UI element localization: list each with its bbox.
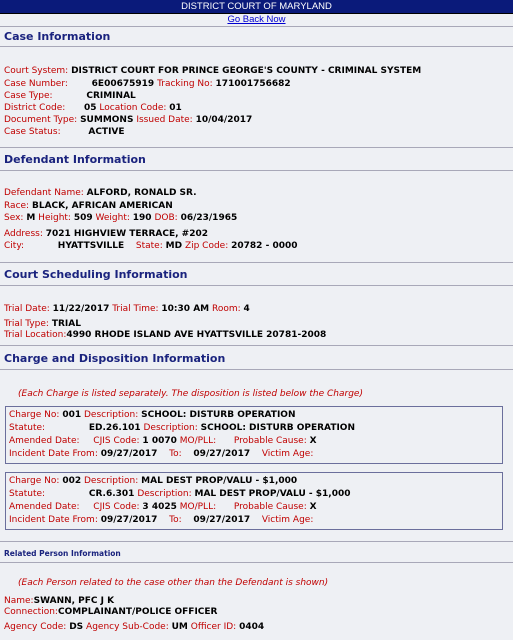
- cjis-value: 3 4025: [142, 502, 177, 512]
- trial-location-label: Trial Location:: [4, 330, 67, 340]
- defendant-name-row: [4, 187, 197, 199]
- trial-date-value: 11/22/2017: [52, 304, 110, 314]
- agency-code-value: DS: [69, 622, 84, 632]
- statute-description-value: SCHOOL: DISTURB OPERATION: [200, 423, 355, 433]
- statute-label: Statute:: [9, 423, 46, 433]
- case-number-value: 6E00675919: [91, 79, 155, 89]
- physical-row: [4, 212, 237, 224]
- tracking-label: Tracking No:: [157, 79, 213, 89]
- charge-line: [9, 409, 295, 421]
- charge-no-label: Charge No:: [9, 410, 60, 420]
- related-name-label: Name:: [4, 596, 34, 606]
- description-label: Description:: [83, 476, 139, 486]
- case-status-row: [4, 126, 125, 138]
- room-label: Room:: [211, 304, 241, 314]
- mo-pll-label: MO/PLL:: [179, 436, 217, 446]
- document-type-value: SUMMONS: [80, 115, 134, 125]
- trial-type-value: TRIAL: [51, 319, 81, 329]
- divider: [0, 541, 513, 542]
- dob-label: DOB:: [154, 213, 178, 223]
- statute-label: Statute:: [9, 489, 46, 499]
- case-type-value: CRIMINAL: [86, 91, 136, 101]
- cjis-label: CJIS Code:: [93, 502, 140, 512]
- cjis-value: 1 0070: [142, 436, 177, 446]
- zip-value: 20782 - 0000: [231, 241, 298, 251]
- court-system-value: DISTRICT COURT FOR PRINCE GEORGE'S COUNTY - CRIMINAL SYSTEM: [71, 66, 422, 76]
- agency-sub-code-value: UM: [171, 622, 188, 632]
- height-value: 509: [73, 213, 93, 223]
- state-label: State:: [135, 241, 163, 251]
- height-label: Height:: [38, 213, 71, 223]
- trial-time-value: 10:30 AM: [161, 304, 210, 314]
- probable-cause-label: Probable Cause:: [233, 502, 307, 512]
- incident-line: [9, 514, 313, 526]
- trial-type-label: Trial Type:: [4, 319, 49, 329]
- trial-time-label: Trial Time:: [112, 304, 159, 314]
- connection-row: [4, 606, 217, 618]
- charge-line: [9, 475, 297, 487]
- document-type-label: Document Type:: [4, 115, 78, 125]
- amended-line: [9, 435, 317, 447]
- trial-date-label: Trial Date:: [4, 304, 50, 314]
- mo-pll-label: MO/PLL:: [179, 502, 217, 512]
- district-code-value: 05: [84, 103, 97, 113]
- room-value: 4: [243, 304, 250, 314]
- divider: [0, 345, 513, 346]
- victim-age-label: Victim Age:: [261, 449, 314, 459]
- incident-to-value: 09/27/2017: [193, 449, 251, 459]
- amended-date-label: Amended Date:: [9, 502, 80, 512]
- court-system-label: Court System:: [4, 66, 69, 76]
- defendant-name-label: Defendant Name:: [4, 188, 84, 198]
- case-number-row: [4, 78, 291, 90]
- case-type-label: Case Type:: [4, 91, 53, 101]
- amended-line: [9, 501, 317, 513]
- related-person-heading: Related Person Information: [4, 549, 121, 558]
- divider: [0, 170, 513, 171]
- location-code-value: 01: [169, 103, 182, 113]
- court-system-row: [4, 65, 421, 77]
- statute-value: ED.26.101: [88, 423, 141, 433]
- agency-sub-code-label: Agency Sub-Code:: [86, 622, 169, 632]
- divider: [0, 262, 513, 263]
- description-value: MAL DEST PROP/VALU - $1,000: [141, 476, 298, 486]
- dob-value: 06/23/1965: [180, 213, 238, 223]
- incident-to-label: To:: [169, 449, 182, 459]
- divider: [0, 26, 513, 27]
- case-type-row: [4, 90, 136, 102]
- city-value: HYATTSVILLE: [57, 241, 125, 251]
- statute-value: CR.6.301: [88, 489, 135, 499]
- incident-to-label: To:: [169, 515, 182, 525]
- statute-description-label: Description:: [137, 489, 192, 499]
- zip-label: Zip Code:: [184, 241, 229, 251]
- page-title-bar: [0, 0, 513, 14]
- incident-from-value: 09/27/2017: [100, 515, 158, 525]
- tracking-value: 171001756682: [215, 79, 291, 89]
- divider: [0, 285, 513, 286]
- city-label: City:: [4, 241, 25, 251]
- defendant-info-heading: Defendant Information: [4, 153, 146, 166]
- incident-to-value: 09/27/2017: [193, 515, 251, 525]
- officer-id-label: Officer ID:: [190, 622, 237, 632]
- address-label: Address:: [4, 229, 43, 239]
- incident-from-label: Incident Date From:: [9, 515, 98, 525]
- statute-line: [9, 488, 350, 500]
- sex-label: Sex:: [4, 213, 24, 223]
- cjis-label: CJIS Code:: [93, 436, 140, 446]
- probable-cause-value: X: [309, 436, 317, 446]
- race-value: BLACK, AFRICAN AMERICAN: [31, 201, 173, 211]
- charge-no-value: 002: [62, 476, 82, 486]
- charge-disposition-heading: Charge and Disposition Information: [4, 352, 226, 365]
- related-name-value: SWANN, PFC J K: [33, 596, 115, 606]
- sex-value: M: [26, 213, 36, 223]
- charge-no-value: 001: [62, 410, 82, 420]
- charge-no-label: Charge No:: [9, 476, 60, 486]
- state-value: MD: [165, 241, 183, 251]
- court-scheduling-heading: Court Scheduling Information: [4, 268, 188, 281]
- district-code-label: District Code:: [4, 103, 66, 113]
- description-value: SCHOOL: DISTURB OPERATION: [141, 410, 296, 420]
- incident-from-label: Incident Date From:: [9, 449, 98, 459]
- amended-date-label: Amended Date:: [9, 436, 80, 446]
- charge-card: [5, 472, 503, 530]
- divider: [0, 147, 513, 148]
- victim-age-label: Victim Age:: [261, 515, 314, 525]
- location-code-label: Location Code:: [99, 103, 167, 113]
- case-number-label: Case Number:: [4, 79, 68, 89]
- district-code-row: [4, 102, 182, 114]
- document-type-row: [4, 114, 252, 126]
- address-value: 7021 HIGHVIEW TERRACE, #202: [45, 229, 209, 239]
- incident-from-value: 09/27/2017: [100, 449, 158, 459]
- issued-date-value: 10/04/2017: [195, 115, 253, 125]
- defendant-name-value: ALFORD, RONALD SR.: [86, 188, 197, 198]
- statute-line: [9, 422, 355, 434]
- weight-value: 190: [132, 213, 152, 223]
- divider: [0, 562, 513, 563]
- trial-location-row: [4, 329, 326, 341]
- go-back-link[interactable]: Go Back Now: [227, 14, 286, 25]
- statute-description-label: Description:: [143, 423, 198, 433]
- address-row: [4, 228, 208, 240]
- weight-label: Weight:: [95, 213, 130, 223]
- city-row: [4, 240, 298, 252]
- race-row: [4, 200, 173, 212]
- trial-date-row: [4, 303, 250, 315]
- case-status-label: Case Status:: [4, 127, 61, 137]
- charge-card: [5, 406, 503, 464]
- case-status-value: ACTIVE: [88, 127, 125, 137]
- related-note: (Each Person related to the case other than the Defendant is shown): [18, 578, 329, 588]
- case-info-heading: Case Information: [4, 30, 111, 43]
- issued-date-label: Issued Date:: [136, 115, 193, 125]
- officer-id-value: 0404: [239, 622, 265, 632]
- description-label: Description:: [83, 410, 139, 420]
- probable-cause-value: X: [309, 502, 317, 512]
- connection-label: Connection:: [4, 607, 58, 617]
- page-title: DISTRICT COURT OF MARYLAND: [181, 1, 332, 12]
- race-label: Race:: [4, 201, 30, 211]
- statute-description-value: MAL DEST PROP/VALU - $1,000: [194, 489, 351, 499]
- trial-location-value: 4990 RHODE ISLAND AVE HYATTSVILLE 20781-2008: [66, 330, 327, 340]
- divider: [0, 46, 513, 47]
- incident-line: [9, 448, 313, 460]
- probable-cause-label: Probable Cause:: [233, 436, 307, 446]
- divider: [0, 369, 513, 370]
- agency-row: [4, 621, 264, 633]
- connection-value: COMPLAINANT/POLICE OFFICER: [57, 607, 218, 617]
- agency-code-label: Agency Code:: [4, 622, 67, 632]
- charges-note: (Each Charge is listed separately. The disposition is listed below the Charge): [18, 389, 363, 399]
